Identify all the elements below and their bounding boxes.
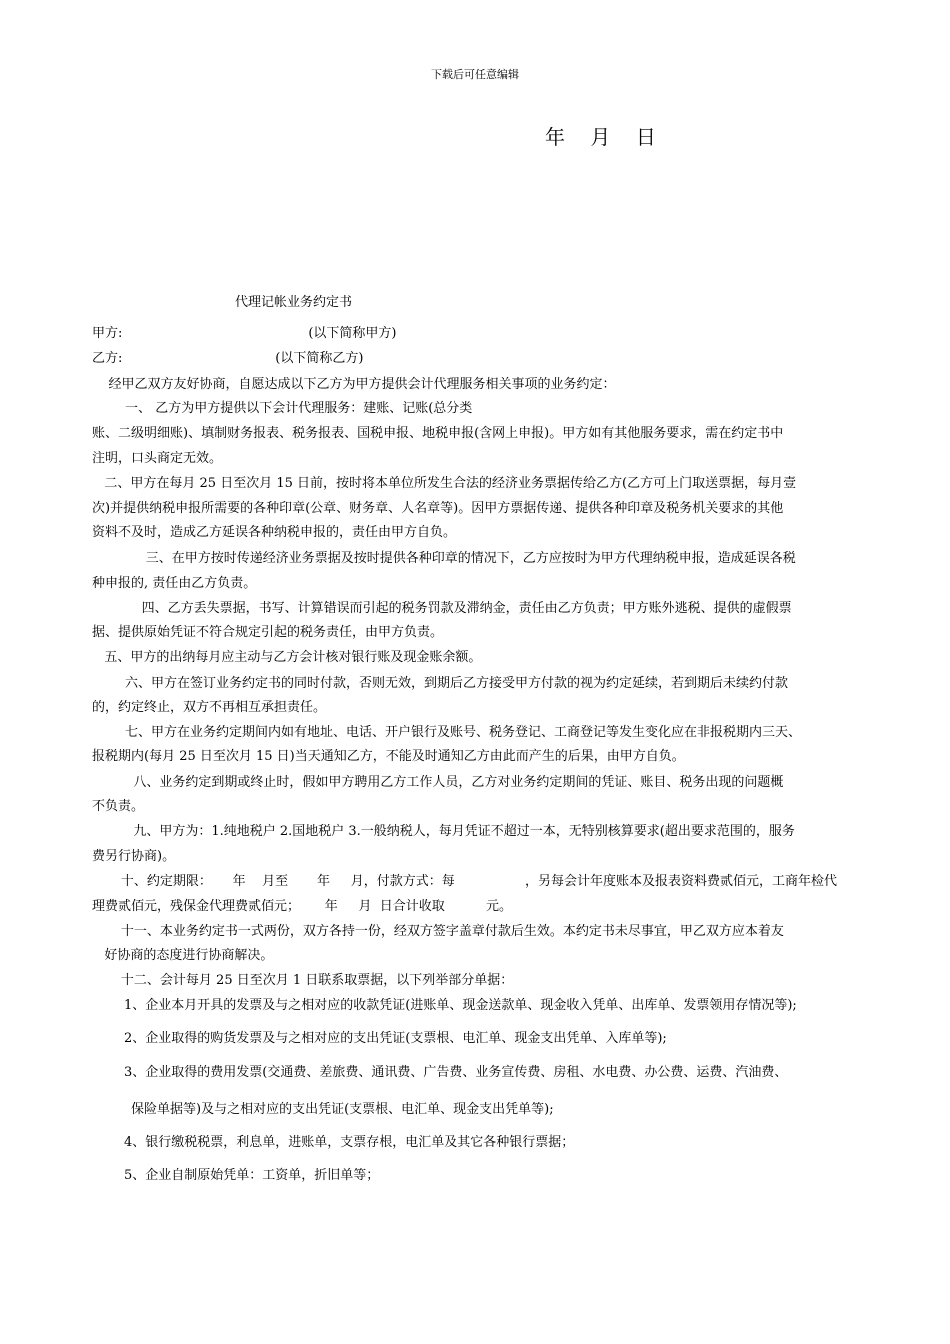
clause-3-line-1: 三、在甲方按时传递经济业务票据及按时提供各种印章的情况下，乙方应按时为甲方代理纳税申报，造成延误各税 [92, 551, 796, 566]
list-item: 3、企业取得的费用发票(交通费、差旅费、通讯费、广告费、业务宣传费、房租、水电费、办公费、运费、汽油费、 [124, 1065, 788, 1080]
page-header: 下载后可任意编辑 [431, 68, 519, 81]
clause-8-line-1: 八、业务约定到期或终止时，假如甲方聘用乙方工作人员，乙方对业务约定期间的凭证、账目、税务出现的问题概 [92, 775, 784, 790]
party-b-line: 乙方: (以下简称乙方) [92, 351, 364, 366]
clause-6-line-2: 的，约定终止，双方不再相互承担责任。 [92, 700, 327, 715]
list-item: 4、银行缴税税票，利息单，进账单，支票存根，电汇单及其它各种银行票据； [124, 1135, 575, 1150]
clause-5-line-1: 五、甲方的出纳每月应主动与乙方会计核对银行账及现金账余额。 [92, 650, 482, 665]
clause-6-line-1: 六、甲方在签订业务约定书的同时付款，否则无效，到期后乙方接受甲方付款的视为约定延续，若到期后未续约付款 [92, 676, 789, 691]
clause-12-line-1: 十二、会计每月 25 日至次月 1 日联系取票据，以下列举部分单据： [92, 973, 514, 988]
clause-8-line-2: 不负责。 [92, 799, 145, 814]
intro-paragraph: 经甲乙双方友好协商，自愿达成以下乙方为甲方提供会计代理服务相关事项的业务约定： [92, 377, 616, 392]
clause-7-line-1: 七、甲方在业务约定期间内如有地址、电话、开户银行及账号、税务登记、工商登记等发生变化应在非报税期内三天、 [92, 725, 802, 740]
clause-9-line-1: 九、甲方为：1.纯地税户 2.国地税户 3.一般纳税人，每月凭证不超过一本，无特别核算要求(超出要求范围的，服务 [92, 824, 795, 839]
clause-4-line-1: 四、乙方丢失票据，书写、计算错误而引起的税务罚款及滞纳金，责任由乙方负责；甲方账外逃税、提供的虚假票 [92, 601, 792, 616]
clause-9-line-2: 费另行协商)。 [92, 849, 176, 864]
clause-11-line-2: 好协商的态度进行协商解决。 [92, 948, 274, 963]
list-item: 5、企业自制原始凭单：工资单，折旧单等； [124, 1168, 380, 1183]
clause-10-line-1: 十、约定期限： 年 月至 年 月，付款方式：每 ，另每会计年度账本及报表资料费贰佰元，工商年检代 [92, 874, 837, 889]
clause-2-line-2: 次)并提供纳税申报所需要的各种印章(公章、财务章、人名章等)。因甲方票据传递、提供各种印章及税务机关要求的其他 [92, 501, 784, 516]
date-line: 年 月 日 [545, 125, 656, 149]
list-item: 1、企业本月开具的发票及与之相对应的收款凭证(进账单、现金送款单、现金收入凭单、出库单、发票领用存情况等); [124, 998, 797, 1013]
clause-2-line-1: 二、甲方在每月 25 日至次月 15 日前，按时将本单位所发生合法的经济业务票据传给乙方(乙方可上门取送票据，每月壹 [92, 476, 797, 491]
clause-4-line-2: 据、提供原始凭证不符合规定引起的税务责任，由甲方负责。 [92, 625, 444, 640]
clause-1-line-1: 一、 乙方为甲方提供以下会计代理服务：建账、记账(总分类 [92, 401, 473, 416]
clause-1-line-3: 注明，口头商定无效。 [92, 451, 223, 466]
clause-3-line-2: 种申报的, 责任由乙方负责。 [92, 576, 257, 591]
document-title: 代理记帐业务约定书 [235, 295, 353, 310]
clause-1-line-2: 账、二级明细账)、填制财务报表、税务报表、国税申报、地税申报(含网上申报)。甲方如有其他服务要求，需在约定书中 [92, 426, 784, 441]
clause-7-line-2: 报税期内(每月 25 日至次月 15 日)当天通知乙方，不能及时通知乙方由此而产生的后果，由甲方自负。 [92, 749, 685, 764]
clause-10-line-2: 理费贰佰元，残保金代理费贰佰元； 年 月 日合计收取 元。 [92, 899, 513, 914]
party-a-line: 甲方: (以下简称甲方) [92, 326, 397, 341]
list-item: 2、企业取得的购货发票及与之相对应的支出凭证(支票根、电汇单、现金支出凭单、入库单等); [124, 1031, 667, 1046]
clause-2-line-3: 资料不及时，造成乙方延误各种纳税申报的，责任由甲方自负。 [92, 525, 457, 540]
list-item-continued: 保险单据等)及与之相对应的支出凭证(支票根、电汇单、现金支出凭单等); [131, 1102, 554, 1117]
clause-11-line-1: 十一、本业务约定书一式两份，双方各持一份，经双方签字盖章付款后生效。本约定书未尽事宜，甲乙双方应本着友 [92, 924, 784, 939]
